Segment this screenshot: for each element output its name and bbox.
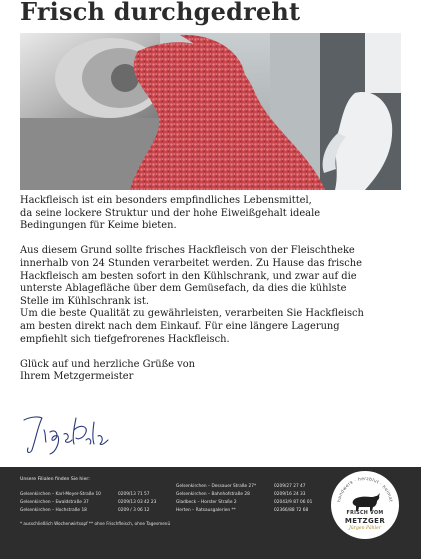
footnote-legend: * ausschließlich Wochenwirtsopf ** ohne Frischfleisch, ohne Tagesmenü (20, 521, 171, 526)
branch-phone: 0209/13 71 57 (118, 492, 150, 497)
closing-line: Glück auf und herzliche Grüße von (20, 358, 196, 370)
minced-meat-photo (20, 33, 401, 190)
body-line: empfiehlt sich tiefgefrorenes Hackfleisch. (20, 333, 230, 345)
logo-script: Jürgen Pähler (348, 526, 382, 531)
branch-phones-right (274, 483, 312, 515)
branch-name: Gladbeck – Horster Straße 2 (176, 500, 237, 505)
branch-name: Gelsenkirchen – Karl-Meyer-Straße 10 (20, 492, 101, 497)
branch-names-left (20, 491, 101, 515)
body-line: innerhalb von 24 Stunden verarbeitet werden. Zu Hause das frische (20, 257, 362, 269)
branch-names-right (176, 483, 256, 515)
body-line: Hackfleisch ist ein besonders empfindliches Lebensmittel, (20, 195, 312, 206)
body-line: da seine lockere Struktur und der hohe Eiweißgehalt ideale (20, 207, 321, 219)
body-line: unterste Ablagefläche über dem Gemüsefach, da dies die kühlste (20, 283, 347, 295)
branch-name: Gelsenkirchen – Ewaldstraße 37 (20, 500, 89, 505)
body-line: Hackfleisch am besten sofort in den Kühlschrank, und zwar auf die (20, 270, 357, 282)
frisch-vom-metzger-logo (331, 471, 399, 539)
logo-name-line1: FRISCH VOM (346, 511, 384, 516)
handwritten-signature (20, 412, 110, 457)
body-line: Um die beste Qualität zu gewährleisten, verarbeiten Sie Hackfleisch (20, 308, 364, 320)
body-line: Aus diesem Grund sollte frisches Hackfleisch von der Fleischtheke (20, 245, 355, 257)
branch-phone: 02366/88 72 68 (274, 508, 309, 513)
paragraph-gap (20, 346, 405, 359)
branch-phone: 0209 / 3 06 12 (118, 508, 150, 513)
branch-name: Gelsenkirchen – Dessauer Straße 27* (176, 484, 257, 489)
body-line: Bedingungen für Keime bieten. (20, 220, 177, 232)
branch-phone: 0209/13 03 42 23 (118, 500, 157, 505)
logo-name-line2: METZGER (344, 517, 386, 525)
branches-heading: Unsere Filialen finden Sie hier: (20, 477, 90, 482)
branch-phones-left (118, 491, 156, 515)
page-title: Frisch durchgedreht (20, 0, 301, 26)
article-body (20, 195, 405, 384)
paragraph-gap (20, 233, 405, 246)
branch-phone: 02043/9 87 06 01 (274, 500, 313, 505)
body-line: am besten direkt nach dem Einkauf. Für eine längere Lagerung (20, 320, 340, 332)
footer-branches (0, 467, 421, 559)
branch-name: Gelsenkirchen – Bahnhofstraße 28 (176, 492, 250, 497)
logo-arc-text: handwerk · herzblut · heimat (337, 476, 393, 503)
body-line: Stelle im Kühlschrank ist. (20, 295, 149, 307)
closing-line: Ihrem Metzgermeister (20, 371, 134, 383)
branch-phone: 0209/27 27 47 (274, 484, 306, 489)
branch-name: Herten – Ratsausgalerien ** (176, 508, 236, 513)
branch-name: Gelsenkirchen – Hochstraße 18 (20, 508, 87, 513)
branch-phone: 0209/16 24 33 (274, 492, 306, 497)
bull-icon (353, 493, 380, 511)
